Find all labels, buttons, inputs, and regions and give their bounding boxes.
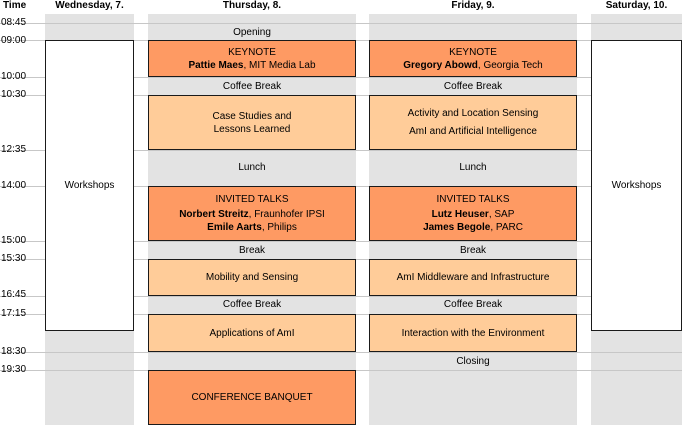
workshops-label: Workshops [611, 180, 662, 191]
friday-keynote[interactable] [369, 40, 577, 77]
invited-speaker-line [179, 208, 325, 221]
session-title-line1: Case Studies and [212, 110, 292, 122]
session-title-line1: Activity and Location Sensing [407, 107, 539, 119]
thursday-break: Break [238, 245, 266, 256]
invited-affiliation: , SAP [488, 209, 515, 220]
thursday-conference-banquet[interactable] [148, 370, 356, 425]
invited-speaker: Emile Aarts [207, 222, 262, 233]
thursday-coffee-break-1: Coffee Break [222, 81, 282, 92]
invited-talks-title: INVITED TALKS [215, 194, 289, 205]
friday-session-middleware[interactable] [369, 259, 577, 296]
session-title-line2: AmI and Artificial Intelligence [409, 125, 537, 137]
keynote-title: KEYNOTE [228, 46, 276, 58]
invited-talks-title: INVITED TALKS [436, 194, 510, 205]
time-header: Time [3, 0, 27, 11]
invited-speaker-line [207, 221, 297, 234]
thursday-lunch: Lunch [238, 162, 266, 173]
wednesday-header: Wednesday, 7. [55, 0, 124, 11]
invited-speaker: James Begole [423, 222, 491, 233]
keynote-affiliation: , MIT Media Lab [243, 59, 316, 71]
keynote-speaker: Gregory Abowd [403, 59, 478, 71]
friday-closing: Closing [456, 356, 490, 367]
invited-speaker: Norbert Streitz [179, 209, 249, 220]
time-label: 15:30 [1, 253, 27, 264]
thursday-coffee-break-2: Coffee Break [222, 299, 282, 310]
time-label: 18:30 [1, 346, 27, 357]
keynote-speaker-line [403, 59, 543, 72]
invited-speaker: Lutz Heuser [431, 209, 489, 220]
workshops-label: Workshops [64, 180, 115, 191]
invited-speaker-line [432, 208, 515, 221]
thursday-session-applications[interactable] [148, 314, 356, 352]
time-label: 09:00 [1, 35, 27, 46]
friday-invited-talks[interactable] [369, 186, 577, 241]
time-label: 16:45 [1, 289, 27, 300]
grid-line-0845 [0, 23, 682, 24]
time-label: 10:00 [1, 71, 27, 82]
time-label: 17:15 [1, 308, 27, 319]
thursday-header: Thursday, 8. [222, 0, 282, 11]
saturday-header: Saturday, 10. [605, 0, 668, 11]
time-label: 14:00 [1, 180, 27, 191]
saturday-workshops[interactable] [591, 40, 682, 331]
session-title: AmI Middleware and Infrastructure [396, 272, 550, 283]
invited-affiliation: , Fraunhofer IPSI [248, 209, 325, 220]
session-title: Interaction with the Environment [401, 327, 545, 339]
thursday-keynote[interactable] [148, 40, 356, 77]
friday-coffee-break-2: Coffee Break [443, 299, 503, 310]
thursday-session-case-studies[interactable] [148, 95, 356, 150]
friday-header: Friday, 9. [451, 0, 495, 11]
friday-session-activity[interactable] [369, 95, 577, 150]
keynote-title: KEYNOTE [449, 46, 497, 58]
keynote-speaker: Pattie Maes [188, 59, 244, 71]
friday-break: Break [459, 245, 487, 256]
session-title: Mobility and Sensing [205, 272, 299, 283]
banquet-title: CONFERENCE BANQUET [191, 392, 313, 403]
time-label: 19:30 [1, 364, 27, 375]
time-label: 10:30 [1, 89, 27, 100]
friday-coffee-break-1: Coffee Break [443, 81, 503, 92]
session-title: Applications of AmI [209, 327, 295, 339]
session-title-line2: Lessons Learned [213, 123, 291, 135]
time-label: 15:00 [1, 235, 27, 246]
friday-lunch: Lunch [459, 162, 487, 173]
wednesday-workshops[interactable] [45, 40, 134, 331]
thursday-session-mobility[interactable] [148, 259, 356, 296]
thursday-opening: Opening [233, 27, 271, 38]
thursday-invited-talks[interactable] [148, 186, 356, 241]
invited-affiliation: , Philips [261, 222, 297, 233]
invited-affiliation: , PARC [490, 222, 523, 233]
keynote-speaker-line [188, 59, 315, 72]
time-label: 12:35 [1, 144, 27, 155]
friday-session-interaction[interactable] [369, 314, 577, 352]
keynote-affiliation: , Georgia Tech [477, 59, 543, 71]
grid-line-1830 [0, 352, 682, 353]
invited-speaker-line [423, 221, 523, 234]
time-label: 08:45 [1, 17, 27, 28]
